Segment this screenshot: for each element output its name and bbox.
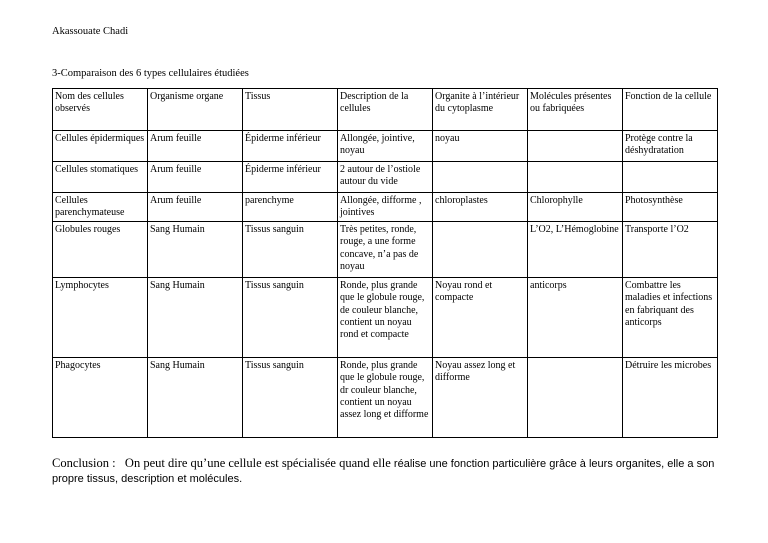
table-row [53,277,718,357]
table-row [53,357,718,437]
table-cell: chloroplastes [433,193,528,222]
table-cell: Transporte l’O2 [623,221,718,277]
table-cell: Allongée, jointive, noyau [338,131,433,162]
table-cell: Tissus sanguin [243,277,338,357]
table-cell: Épiderme inférieur [243,162,338,193]
table-cell: Noyau assez long et difforme [433,357,528,437]
table-cell: Cellules parenchymateuse [53,193,148,222]
table-cell: anticorps [528,277,623,357]
table-cell: Allongée, difforme , jointives [338,193,433,222]
table-cell: Protège contre la déshydratation [623,131,718,162]
author-name: Akassouate Chadi [52,26,129,37]
table-cell: Ronde, plus grande que le globule rouge, de couleur blanche, contient un noyau rond et compacte [338,277,433,357]
table-cell: Détruire les microbes [623,357,718,437]
table-cell: Épiderme inférieur [243,131,338,162]
table-cell: Sang Humain [148,221,243,277]
table-cell [528,162,623,193]
header-cell: Organisme organe [148,89,243,131]
section-heading: 3-Comparaison des 6 types cellulaires étudiées [52,68,249,79]
table-cell: Ronde, plus grande que le globule rouge, dr couleur blanche, contient un noyau assez long et difforme [338,357,433,437]
conclusion-label: Conclusion : [52,456,125,470]
table-cell: Cellules stomatiques [53,162,148,193]
header-cell: Fonction de la cellule [623,89,718,131]
header-cell: Organite à l’intérieur du cytoplasme [433,89,528,131]
header-cell: Tissus [243,89,338,131]
table-cell: Tissus sanguin [243,357,338,437]
header-cell: Nom des cellules observés [53,89,148,131]
table-cell [528,131,623,162]
table-cell: 2 autour de l’ostiole autour du vide [338,162,433,193]
table-row [53,221,718,277]
table-cell: noyau [433,131,528,162]
table-cell [433,162,528,193]
table-row [53,193,718,222]
table-cell: Arum feuille [148,193,243,222]
table-cell: Arum feuille [148,131,243,162]
table-cell: Tissus sanguin [243,221,338,277]
table-cell [433,221,528,277]
table-cell [528,357,623,437]
table-cell: Phagocytes [53,357,148,437]
comparison-table [52,88,718,438]
table-cell: Lymphocytes [53,277,148,357]
table-cell: Noyau rond et compacte [433,277,528,357]
table-cell: L’O2, L’Hémoglobine [528,221,623,277]
conclusion-text-sans: réalise une fonction particulière grâce à leurs organites, elle a son propre tissus, description et molécules. [52,458,715,485]
conclusion-paragraph [52,456,732,486]
table-cell [623,162,718,193]
table-cell: Photosynthèse [623,193,718,222]
table-cell: Arum feuille [148,162,243,193]
table-cell: Combattre les maladies et infections en fabriquant des anticorps [623,277,718,357]
table-cell: Cellules épidermiques [53,131,148,162]
header-cell: Molécules présentes ou fabriquées [528,89,623,131]
table-cell: Sang Humain [148,357,243,437]
table-row [53,162,718,193]
table-cell: Globules rouges [53,221,148,277]
table-header-row [53,89,718,131]
table-row [53,131,718,162]
table-cell: Très petites, ronde, rouge, a une forme concave, n’a pas de noyau [338,221,433,277]
table-cell: Chlorophylle [528,193,623,222]
header-cell: Description de la cellules [338,89,433,131]
conclusion-text-serif: On peut dire qu’une cellule est spécialisée quand elle [124,456,394,470]
table-cell: parenchyme [243,193,338,222]
table-cell: Sang Humain [148,277,243,357]
